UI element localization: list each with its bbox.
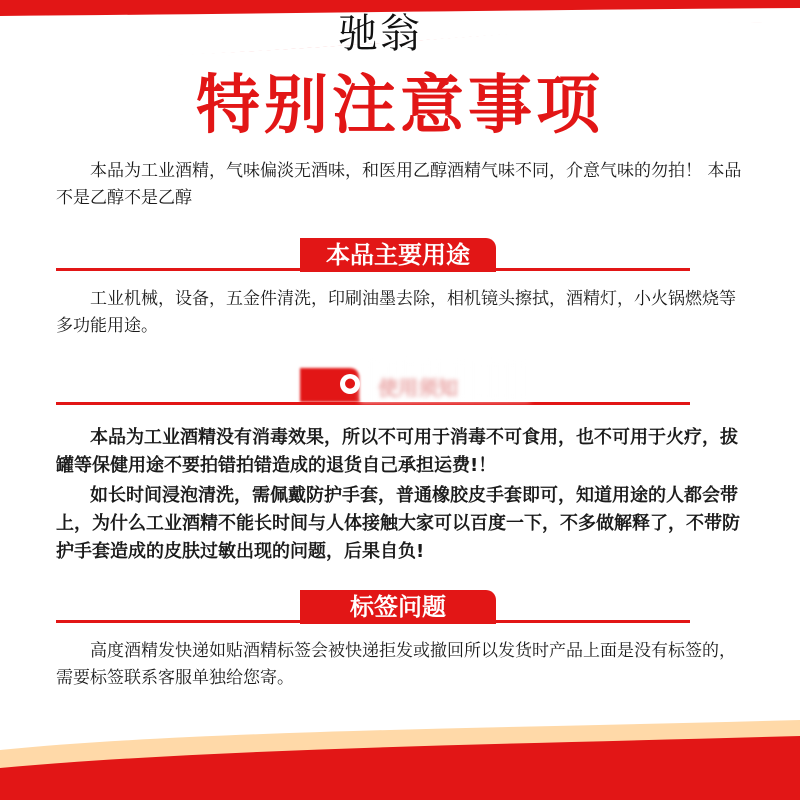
label-text: 高度酒精发快递如贴酒精标签会被快递拒发或撤回所以发货时产品上面是没有标签的，需要标签联系客服单独给您寄。 [56, 641, 736, 688]
page-title: 特别注意事项 [196, 69, 604, 143]
bottom-red-band [0, 690, 800, 800]
section-heading-usage: 本品主要用途 [300, 238, 496, 272]
usage-text: 工业机械，设备，五金件清洗，印刷油墨去除，相机镜头擦拭，酒精灯，小火锅燃烧等多功能用途。 [56, 289, 736, 336]
section-heading-label: 标签问题 [300, 590, 496, 624]
warning-paragraph-2: 如长时间浸泡清洗，需佩戴防护手套，普通橡胶皮手套即可，知道用途的人都会带上，为什么工业酒精不能长时间与人体接触大家可以百度一下，不多做解释了，不带防护手套造成的皮肤过敏出现的问题，后果自负! [56, 485, 740, 562]
circle-icon: ● [340, 374, 360, 394]
section-heading-warning: 使用须知 [378, 376, 458, 400]
brand-watermark: 驰翁 [338, 11, 422, 57]
warning-paragraph-1: 本品为工业酒精没有消毒效果，所以不可用于消毒不可食用，也不可用于火疗，拔罐等保健用途不要拍错拍错造成的退货自己承担运费!！ [56, 427, 738, 476]
intro-text: 本品为工业酒精，气味偏淡无酒味，和医用乙醇酒精气味不同，介意气味的勿拍！ 本品不是乙醇不是乙醇 [56, 161, 742, 208]
section-divider-warning [56, 402, 690, 405]
